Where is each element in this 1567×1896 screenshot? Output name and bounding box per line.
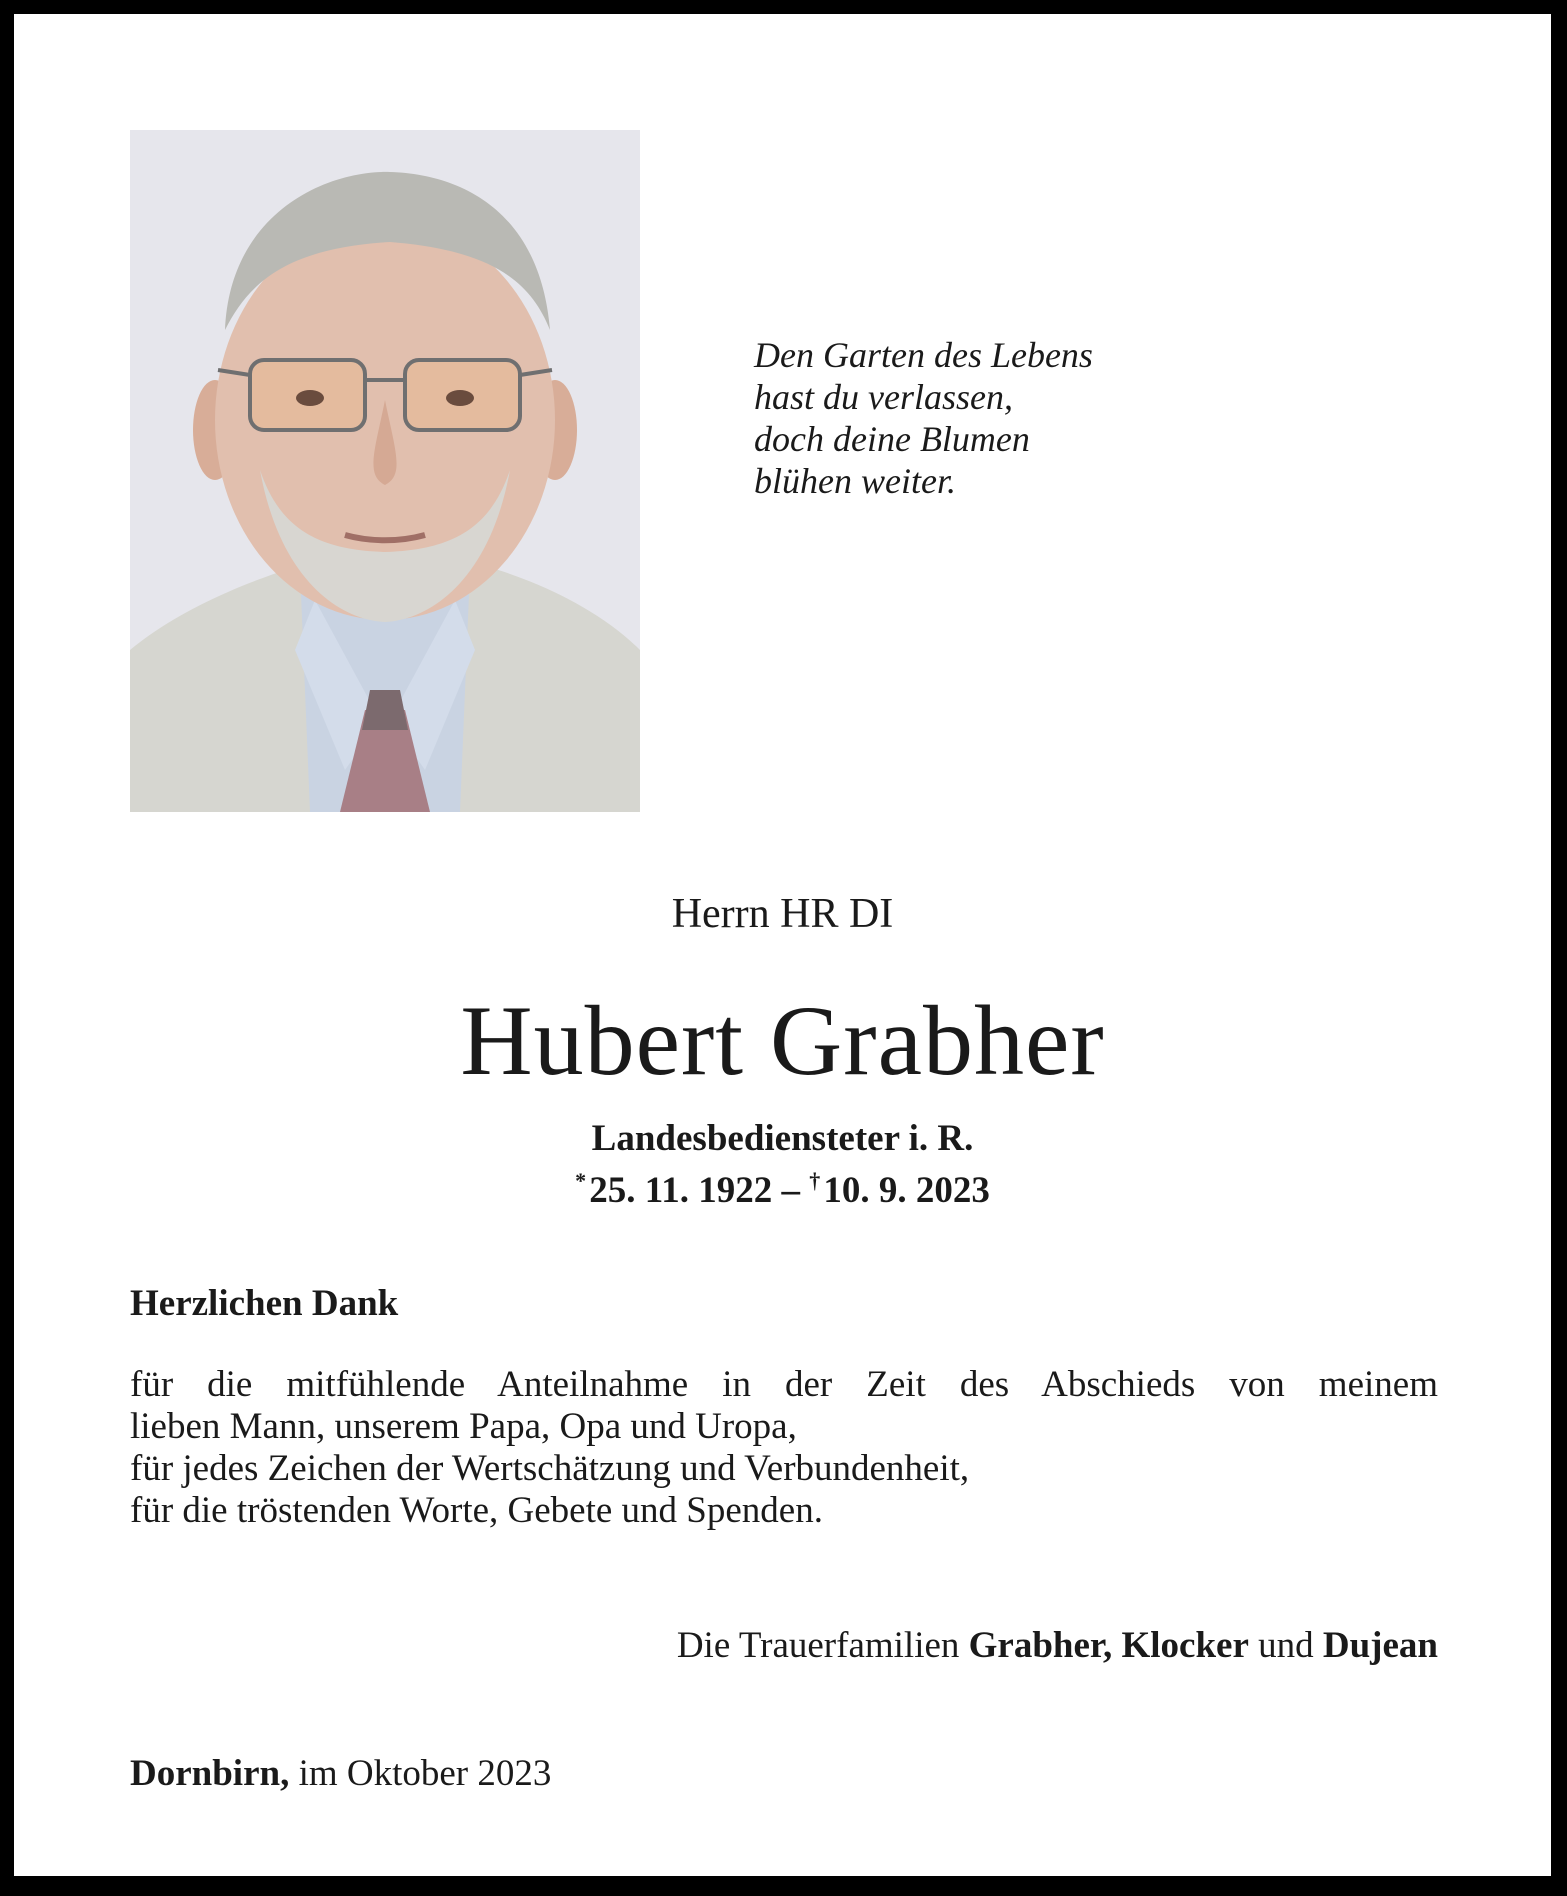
honorific: Herrn HR DI [671,891,894,937]
death-symbol: † [809,1168,821,1193]
job-title: Landesbediensteter i. R. [591,1118,974,1159]
birth-date: 25. 11. 1922 [589,1170,773,1211]
place-city: Dornbirn, [130,1753,290,1794]
place-date: im Oktober 2023 [289,1753,552,1794]
quote-line: blühen weiter. [754,461,956,501]
life-dates [14,1160,1551,1212]
death-date: 10. 9. 2023 [823,1170,990,1211]
thanks-line: für die mitfühlende Anteilnahme in der Zeit des Abschieds von meinem [130,1364,1438,1405]
families-prefix: Die Trauerfamilien [676,1625,969,1666]
thanks-line: für jedes Zeichen der Wertschätzung und Verbundenheit, [130,1448,970,1489]
thanks-body [130,1364,1438,1532]
portrait-icon [130,130,640,812]
place-and-date [130,1752,551,1795]
thanks-line: lieben Mann, unserem Papa, Opa und Uropa, [130,1406,797,1447]
thanks-line: für die tröstenden Worte, Gebete und Spenden. [130,1490,823,1531]
quote-line: doch deine Blumen [754,419,1030,459]
mourning-families [677,1624,1438,1667]
family-name: Dujean [1322,1625,1438,1666]
family-name: Klocker [1121,1625,1249,1666]
obituary-page [14,14,1551,1876]
portrait-photo [130,130,640,812]
title-and-dates [14,1118,1551,1212]
deceased-name: Hubert Grabher [460,985,1105,1096]
families-conjunction: und [1248,1625,1323,1666]
thanks-heading: Herzlichen Dank [130,1283,399,1324]
family-name: Grabher, [968,1625,1113,1666]
memorial-quote [754,334,1093,502]
birth-symbol: * [575,1168,587,1193]
quote-line: Den Garten des Lebens [754,335,1093,375]
date-separator: – [772,1170,810,1211]
quote-line: hast du verlassen, [754,377,1013,417]
